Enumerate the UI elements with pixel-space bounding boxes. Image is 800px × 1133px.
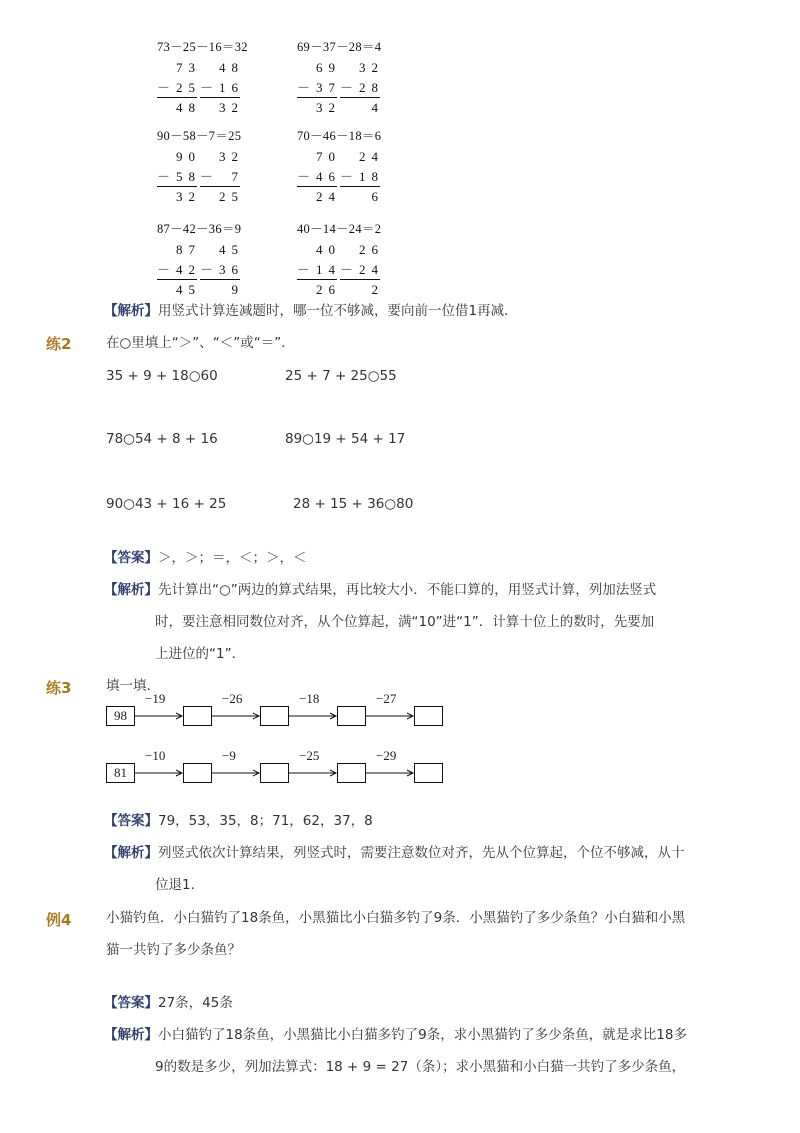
equation-5: 87－42－36＝9 [157,222,242,236]
subtrahend-row [340,167,384,187]
example-4-label: 例4 [46,911,72,929]
vertical-column [200,58,244,118]
exercise-2-analysis [104,574,656,606]
analysis-row-1 [104,295,518,327]
analysis-line: 小白猫钓了18条鱼，小黑猫比小白猫多钓了9条，求小黑猫钓了多少条鱼，就是求比18多 [158,1027,687,1043]
subtrahend-row [200,78,244,98]
answer-tag: 【答案】 [104,550,158,566]
answer-text: 79，53，35，8；71，62，37，8 [158,813,373,829]
answer-box[interactable] [414,706,443,726]
digit-group: 45 [219,242,244,257]
minuend-row [157,147,201,167]
minuend-row [297,147,341,167]
result-row [200,187,244,207]
digit-group: 90 [176,149,201,164]
analysis-tag: 【解析】 [104,582,158,598]
compare-item-4: 89○19 + 54 + 17 [285,431,406,447]
minuend-row [340,58,384,78]
digit-group: 26 [316,282,341,297]
minuend-row [157,58,201,78]
example-4-answer [104,987,233,1019]
digit-group: 73 [176,60,201,75]
digit-group: 58 [176,169,201,184]
analysis-line: 时，要注意相同数位对齐，从个位算起，满“10”进“1”．计算十位上的数时，先要加 [155,614,655,630]
minus-sign: － [340,169,354,184]
result-row [340,98,384,118]
minus-sign: － [297,262,311,277]
minuend-row [157,240,201,260]
digit-group: 32 [359,60,384,75]
start-number-box: 98 [106,706,135,726]
vertical-column [157,147,201,207]
digit-group: 37 [316,80,341,95]
result-row [340,187,384,207]
digit-group: 24 [359,149,384,164]
minus-sign: － [297,169,311,184]
compare-item-2: 25 + 7 + 25○55 [285,368,397,384]
minus-sign: － [340,80,354,95]
answer-tag: 【答案】 [104,995,158,1011]
vertical-column [297,147,341,207]
minuend-row [200,58,244,78]
digit-group: 46 [316,169,341,184]
exercise-3-answer [104,805,373,837]
digit-group: 25 [176,80,201,95]
answer-box[interactable] [337,763,366,783]
equation-3: 90－58－7＝25 [157,129,242,143]
minuend-row [200,240,244,260]
analysis-line: 上进位的“1”． [155,646,246,662]
equation-6: 40－14－24＝2 [297,222,382,236]
operation-label: −26 [222,691,243,706]
digit-group: 42 [176,262,201,277]
vertical-column [157,58,201,118]
operation-label: −29 [376,748,397,763]
vertical-column [340,58,384,118]
digit-group: 2 [371,282,384,297]
example-4-question-line: 小猫钓鱼．小白猫钓了18条鱼，小黑猫比小白猫多钓了9条．小黑猫钓了多少条鱼？小白猫和小黑 [106,910,686,926]
operation-label: −18 [299,691,320,706]
exercise-3-label: 练3 [46,679,72,697]
subtrahend-row [200,167,244,187]
vertical-column [157,240,201,300]
vertical-column [297,58,341,118]
digit-group: 16 [219,80,244,95]
subtrahend-row [200,260,244,280]
compare-item-3: 78○54 + 8 + 16 [106,431,218,447]
operation-label: −9 [222,748,236,763]
example-4-analysis [104,1019,687,1051]
answer-box[interactable] [260,763,289,783]
compare-item-5: 90○43 + 16 + 25 [106,496,227,512]
minus-sign: － [297,80,311,95]
digit-group: 32 [219,100,244,115]
analysis-tag: 【解析】 [104,303,158,319]
analysis-text: 用竖式计算连减题时，哪一位不够减，要向前一位借1再减． [158,303,518,319]
minus-sign: － [340,262,354,277]
digit-group: 48 [176,100,201,115]
minus-sign: － [200,80,214,95]
digit-group: 69 [316,60,341,75]
analysis-tag: 【解析】 [104,1027,158,1043]
result-row [200,98,244,118]
minuend-row [297,58,341,78]
subtrahend-row [157,78,201,98]
minuend-row [200,147,244,167]
exercise-2-label: 练2 [46,335,72,353]
digit-group: 45 [176,282,201,297]
vertical-column [340,240,384,300]
vertical-column [340,147,384,207]
vertical-column [297,240,341,300]
digit-group: 26 [359,242,384,257]
digit-group: 24 [359,262,384,277]
analysis-line: 先计算出“○”两边的算式结果，再比较大小．不能口算的，用竖式计算，列加法竖式 [158,582,657,598]
answer-tag: 【答案】 [104,813,158,829]
answer-box[interactable] [183,706,212,726]
analysis-line: 列竖式依次计算结果，列竖式时，需要注意数位对齐，先从个位算起，个位不够减，从十 [158,845,685,861]
digit-group: 32 [176,189,201,204]
minuend-row [340,240,384,260]
answer-box[interactable] [260,706,289,726]
answer-text: ＞，＞；＝，＜；＞，＜ [158,550,307,566]
minus-sign: － [157,262,171,277]
digit-group: 6 [371,189,384,204]
subtrahend-row [157,167,201,187]
result-row [297,98,341,118]
result-row [157,98,201,118]
subtrahend-row [340,78,384,98]
subtrahend-row [340,260,384,280]
subtrahend-row [157,260,201,280]
minus-sign: － [200,169,214,184]
analysis-line: 9的数是多少，列加法算式：18 + 9 = 27（条）；求小黑猫和小白猫一共钓了多少条鱼， [155,1059,686,1075]
digit-group: 87 [176,242,201,257]
analysis-line: 位退1． [155,877,205,893]
exercise-3-prompt: 填一填． [106,678,160,694]
minus-sign: － [157,80,171,95]
digit-group: 70 [316,149,341,164]
answer-box[interactable] [183,763,212,783]
answer-box[interactable] [337,706,366,726]
equation-2: 69－37－28＝4 [297,40,382,54]
compare-item-6: 28 + 15 + 36○80 [293,496,414,512]
subtrahend-row [297,260,341,280]
equation-1: 73－25－16＝32 [157,40,248,54]
digit-group: 32 [219,149,244,164]
digit-group: 7 [231,169,244,184]
operation-label: −10 [145,748,166,763]
digit-group: 25 [219,189,244,204]
exercise-3-analysis [104,837,685,869]
start-number-box: 81 [106,763,135,783]
digit-group: 24 [316,189,341,204]
result-row [297,187,341,207]
answer-text: 27条，45条 [158,995,233,1011]
digit-group: 9 [231,282,244,297]
digit-group: 48 [219,60,244,75]
subtrahend-row [297,78,341,98]
equation-4: 70－46－18＝6 [297,129,382,143]
digit-group: 32 [316,100,341,115]
operation-label: −19 [145,691,166,706]
minus-sign: － [157,169,171,184]
exercise-2-prompt: 在○里填上“＞”、“＜”或“＝”． [106,335,295,351]
vertical-column [200,147,244,207]
minus-sign: － [200,262,214,277]
subtrahend-row [297,167,341,187]
minuend-row [297,240,341,260]
compare-item-1: 35 + 9 + 18○60 [106,368,218,384]
vertical-column [200,240,244,300]
result-row [157,187,201,207]
operation-label: −27 [376,691,397,706]
digit-group: 40 [316,242,341,257]
digit-group: 28 [359,80,384,95]
digit-group: 18 [359,169,384,184]
answer-box[interactable] [414,763,443,783]
exercise-2-answer [104,542,307,574]
operation-label: −25 [299,748,320,763]
example-4-question-line: 猫一共钓了多少条鱼？ [106,942,241,958]
digit-group: 36 [219,262,244,277]
analysis-tag: 【解析】 [104,845,158,861]
digit-group: 14 [316,262,341,277]
minuend-row [340,147,384,167]
digit-group: 4 [371,100,384,115]
